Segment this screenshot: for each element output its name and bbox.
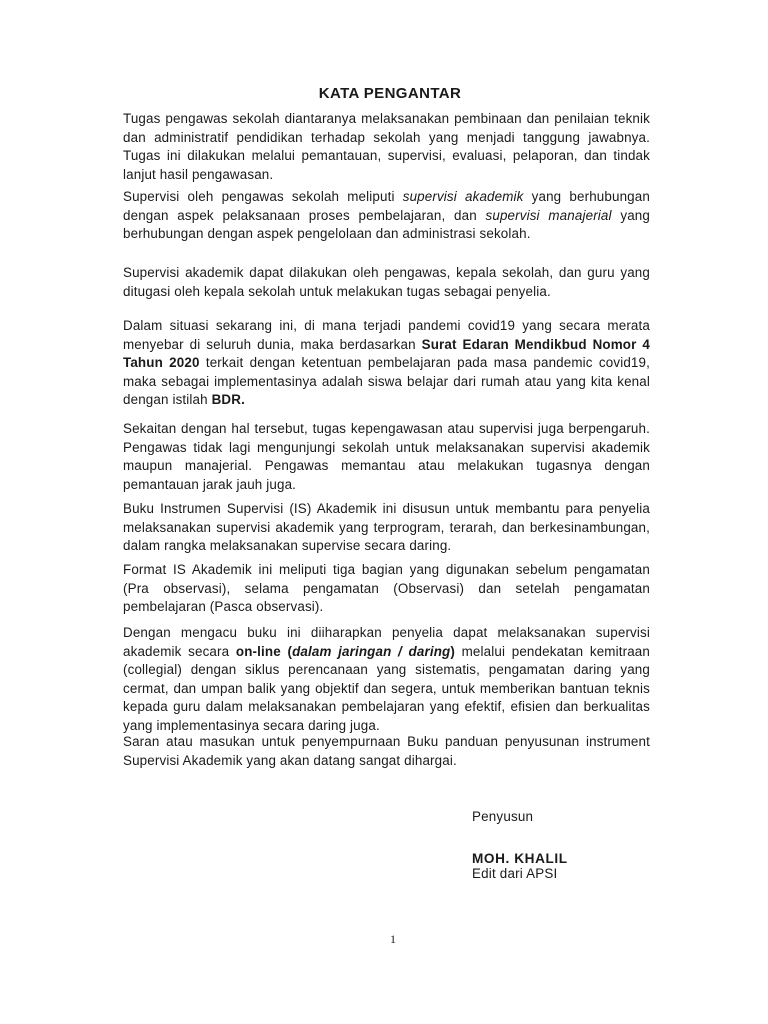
page-number: 1 xyxy=(390,932,396,946)
paragraph-text-segment: ( xyxy=(287,643,293,659)
paragraph-text-segment: Saran atau masukan untuk penyempurnaan Buku panduan penyusunan instrument Supervisi Akademik yang akan datang sangat dihargai. xyxy=(123,734,650,768)
paragraph-text-segment: melalui pendekatan kemitraan (collegial) dengan siklus perencanaan yang sistematis, pengamatan daring yang cermat, dan umpan balik yang objektif dan segera, untuk memberikan bantuan teknis kepada guru dalam melaksanakan pembelajaran yang efektif, efisien dan berkualitas yang implementasinya secara daring juga. xyxy=(123,643,651,733)
signature-note: Edit dari APSI xyxy=(472,866,558,881)
paragraph-1 xyxy=(123,110,650,184)
paragraph-4 xyxy=(123,317,650,410)
paragraph-text-segment: dalam jaringan / daring xyxy=(292,643,451,659)
paragraph-text-segment: Format IS Akademik ini meliputi tiga bagian yang digunakan sebelum pengamatan (Pra observasi), selama pengamatan (Observasi) dan setelah pengamatan pembelajaran (Pasca observasi). xyxy=(123,562,650,615)
paragraph-3 xyxy=(123,264,650,301)
paragraph-text-segment: terkait dengan ketentuan pembelajaran pada masa pandemic covid19, maka sebagai implementasinya adalah siswa belajar dari rumah atau yang kita kenal dengan istilah xyxy=(123,355,650,408)
paragraph-text-segment: Tugas pengawas sekolah diantaranya melaksanakan pembinaan dan penilaian teknik dan administratif pendidikan terhadap sekolah yang menjadi tanggung jawabnya. Tugas ini dilakukan melalui pemantauan, supervisi, evaluasi, pelaporan, dan tindak lanjut hasil pengawasan. xyxy=(123,111,650,182)
paragraph-9 xyxy=(123,733,650,770)
paragraph-text-segment: Sekaitan dengan hal tersebut, tugas kepengawasan atau supervisi juga berpengaruh. Pengawas tidak lagi mengunjungi sekolah untuk melaksanakan supervisi akademik maupun manajerial. Pengawas memantau atau melakukan tugasnya dengan pemantauan jarak jauh juga. xyxy=(123,421,650,492)
paragraph-text-segment: BDR. xyxy=(211,392,245,408)
paragraph-text-segment: Supervisi akademik dapat dilakukan oleh pengawas, kepala sekolah, dan guru yang ditugasi oleh kepala sekolah untuk melakukan tugas sebagai penyelia. xyxy=(123,265,650,299)
paragraph-text-segment: Surat Edaran Mendikbud Nomor 4 Tahun 2020 xyxy=(123,336,650,371)
paragraph-text-segment: ) xyxy=(450,643,455,659)
paragraph-text-segment: Dalam situasi sekarang ini, di mana terjadi pandemi covid19 yang secara merata menyebar di seluruh dunia, maka berdasarkan xyxy=(123,318,650,352)
paragraph-2 xyxy=(123,188,650,244)
paragraph-8 xyxy=(123,624,650,736)
paragraph-6 xyxy=(123,500,650,556)
paragraph-text-segment: yang berhubungan dengan aspek pelaksanaan proses pembelajaran, dan xyxy=(123,189,650,223)
paragraph-7 xyxy=(123,561,650,617)
paragraph-text-segment: Supervisi oleh pengawas sekolah meliputi xyxy=(123,189,403,204)
paragraph-text-segment: yang berhubungan dengan aspek pengelolaan dan administrasi sekolah. xyxy=(123,207,650,242)
paragraph-text-segment: supervisi manajerial xyxy=(485,207,612,223)
signature-name: MOH. KHALIL xyxy=(472,851,568,866)
signature-role: Penyusun xyxy=(472,809,534,824)
page-title: KATA PENGANTAR xyxy=(318,85,462,102)
paragraph-text-segment: Buku Instrumen Supervisi (IS) Akademik ini disusun untuk membantu para penyelia melaksanakan supervisi akademik yang terprogram, terarah, dan berkesinambungan, dalam rangka melaksanakan supervise secara daring. xyxy=(123,501,650,554)
paragraph-5 xyxy=(123,420,650,494)
paragraph-text-segment: supervisi akademik xyxy=(402,189,524,204)
paragraph-text-segment: on-line xyxy=(235,643,281,659)
paragraph-text-segment: Dengan mengacu buku ini diiharapkan penyelia dapat melaksanakan supervisi akademik secara xyxy=(123,625,650,659)
